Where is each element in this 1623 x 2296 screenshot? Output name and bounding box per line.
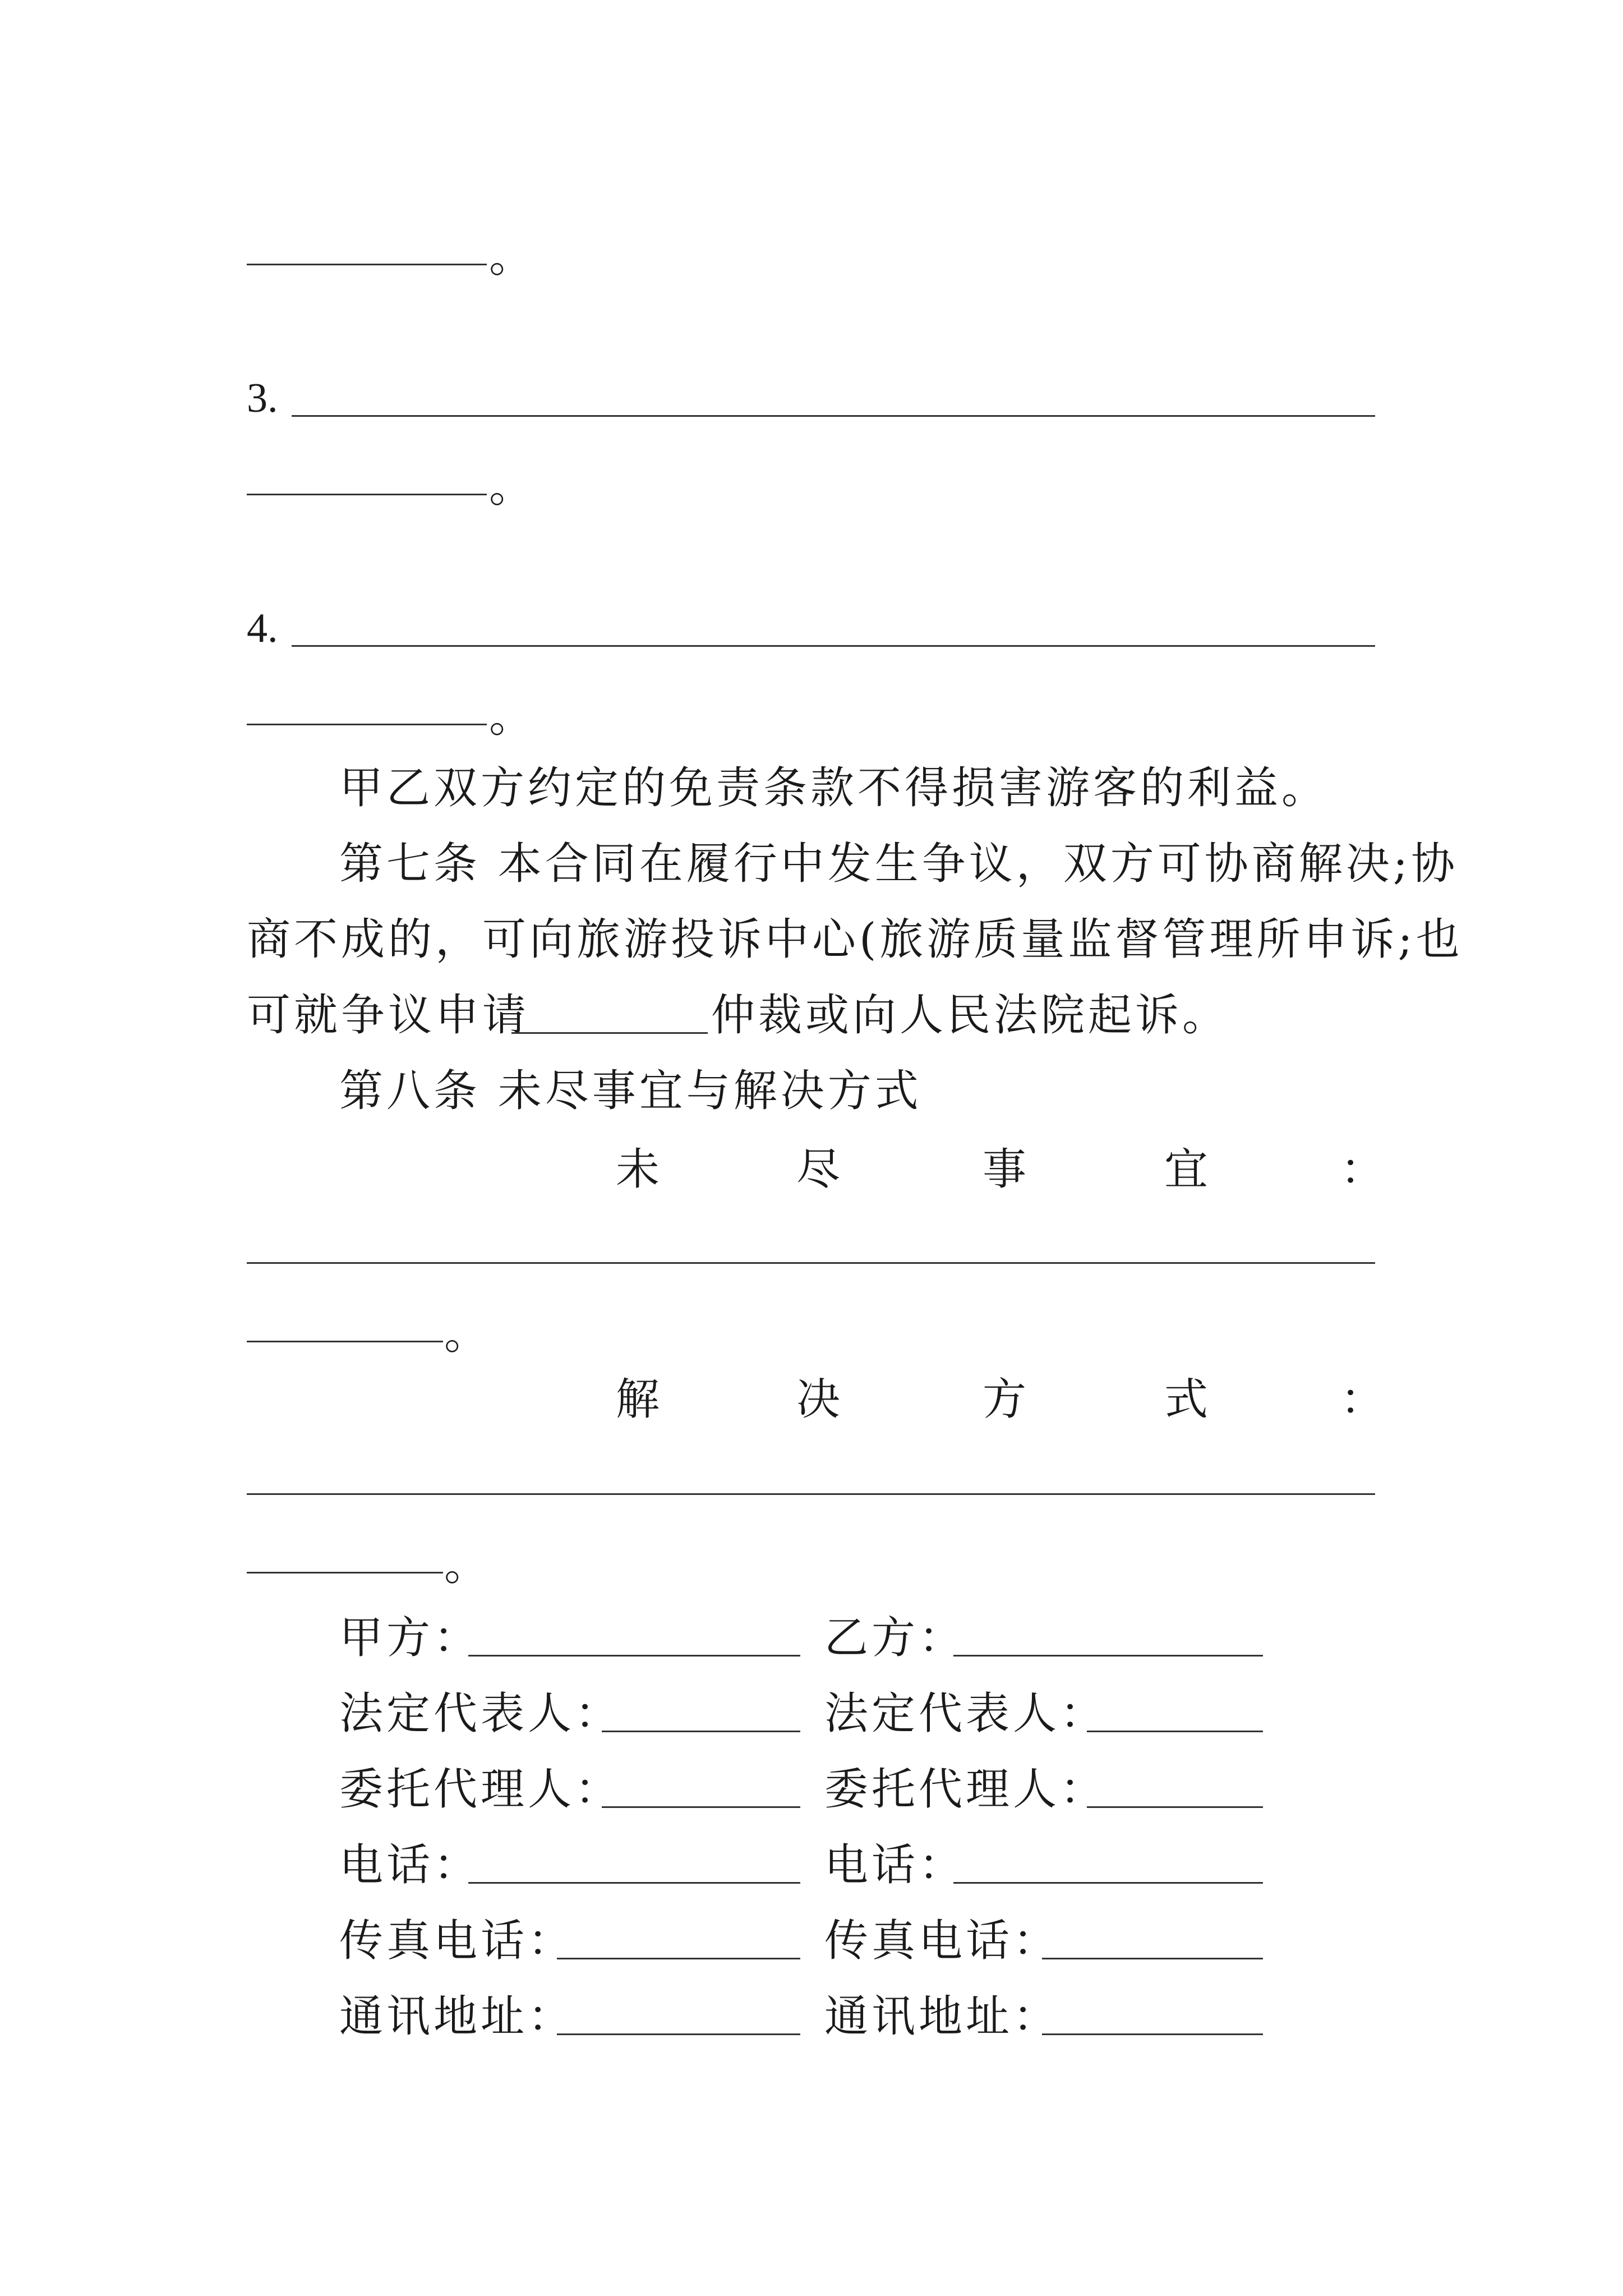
party-b-fax-blank[interactable]: [1042, 1958, 1263, 1959]
party-a-phone-label: 电话：: [339, 1840, 481, 1890]
party-b-legal-rep-blank[interactable]: [1087, 1731, 1263, 1732]
unresolved-matters-blank[interactable]: [247, 1262, 1375, 1264]
resolution-colon: ：: [1340, 1374, 1385, 1425]
item-3-number: 3.: [247, 375, 278, 421]
party-a-legal-rep-label: 法定代表人：: [339, 1688, 623, 1739]
party-b-phone-blank[interactable]: [953, 1882, 1263, 1884]
article7-line3-start: 可就争议申请: [247, 990, 530, 1041]
period-mark: 。: [444, 1540, 488, 1590]
unresolved-char-2: 尽: [796, 1144, 841, 1195]
party-a-fax-blank[interactable]: [557, 1958, 800, 1959]
item-3-blank-line[interactable]: [292, 415, 1375, 417]
item-3-blank-continuation[interactable]: [247, 494, 487, 495]
arbitration-body-blank[interactable]: [511, 1032, 708, 1034]
party-a-agent-blank[interactable]: [602, 1806, 800, 1808]
party-b-address-label: 通讯地址：: [824, 1991, 1061, 2042]
exemption-note: 甲乙双方约定的免责条款不得损害游客的利益。: [339, 763, 1329, 813]
blank-line-continuation-1[interactable]: [247, 264, 487, 265]
resolution-char-3: 方: [983, 1374, 1027, 1425]
party-a-fax-label: 传真电话：: [339, 1916, 575, 1966]
party-a-phone-blank[interactable]: [468, 1882, 800, 1884]
article7-line3-end: 仲裁或向人民法院起诉。: [711, 990, 1230, 1041]
party-b-agent-blank[interactable]: [1087, 1806, 1263, 1808]
unresolved-char-3: 事: [983, 1144, 1027, 1195]
period-mark: 。: [489, 462, 533, 512]
article7-line2: 商不成的，可向旅游投诉中心(旅游质量监督管理所申诉;也: [247, 914, 1463, 965]
item-4-blank-line[interactable]: [292, 645, 1375, 647]
resolution-char-1: 解: [616, 1374, 660, 1425]
article7-line1: 第七条 本合同在履行中发生争议，双方可协商解决;协: [339, 839, 1459, 889]
party-b-agent-label: 委托代理人：: [824, 1764, 1108, 1815]
party-a-blank[interactable]: [468, 1655, 800, 1657]
party-a-address-blank[interactable]: [557, 2033, 800, 2035]
party-a-label: 甲方：: [339, 1613, 481, 1663]
party-a-legal-rep-blank[interactable]: [602, 1731, 800, 1732]
unresolved-matters-blank-continuation[interactable]: [247, 1341, 443, 1342]
party-a-address-label: 通讯地址：: [339, 1991, 575, 2042]
item-4-number: 4.: [247, 605, 278, 651]
resolution-char-4: 式: [1164, 1374, 1209, 1425]
party-b-legal-rep-label: 法定代表人：: [824, 1688, 1108, 1739]
party-b-label: 乙方：: [824, 1613, 966, 1663]
period-mark: 。: [489, 692, 533, 742]
unresolved-char-1: 未: [616, 1144, 660, 1195]
party-b-blank[interactable]: [953, 1655, 1263, 1657]
party-a-agent-label: 委托代理人：: [339, 1764, 623, 1815]
resolution-char-2: 决: [796, 1374, 841, 1425]
resolution-method-blank-continuation[interactable]: [247, 1572, 443, 1573]
party-b-phone-label: 电话：: [824, 1840, 966, 1890]
resolution-method-blank[interactable]: [247, 1493, 1375, 1495]
article8-title: 第八条 未尽事宜与解决方式: [339, 1066, 922, 1116]
party-b-address-blank[interactable]: [1042, 2033, 1263, 2035]
unresolved-char-4: 宜: [1164, 1144, 1209, 1195]
period-mark: 。: [489, 232, 533, 282]
item-4-blank-continuation[interactable]: [247, 724, 487, 725]
party-b-fax-label: 传真电话：: [824, 1916, 1061, 1966]
period-mark: 。: [444, 1309, 488, 1359]
unresolved-colon: ：: [1340, 1144, 1385, 1195]
